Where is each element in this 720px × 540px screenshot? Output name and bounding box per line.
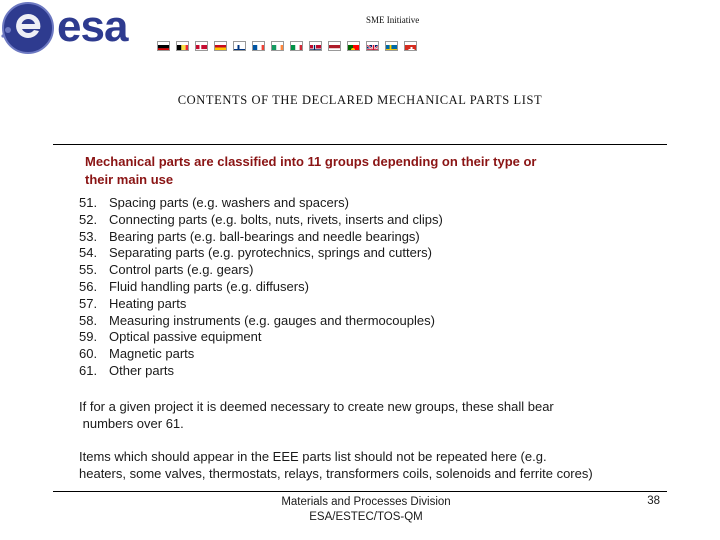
paragraph-line: numbers over 61. — [79, 416, 184, 431]
bottom-divider — [53, 491, 667, 492]
item-number: 57. — [79, 295, 98, 311]
paragraph-line: heaters, some valves, thermostats, relays, transformers coils, solenoids and ferrite cores) — [79, 466, 593, 481]
item-number: 60. — [79, 346, 98, 362]
paragraph-line: If for a given project it is deemed necessary to create new groups, these shall bear — [79, 399, 554, 414]
footer-department: ESA/ESTEC/TOS-QM — [309, 511, 423, 523]
flag-netherlands — [328, 41, 341, 51]
new-groups-paragraph — [79, 398, 679, 432]
item-number: 59. — [79, 329, 98, 345]
list-item — [79, 346, 443, 363]
item-text: Fluid handling parts (e.g. diffusers) — [109, 278, 309, 294]
item-text: Separating parts (e.g. pyrotechnics, springs and cutters) — [109, 245, 432, 261]
item-text: Bearing parts (e.g. ball-bearings and needle bearings) — [109, 228, 420, 244]
item-text: Heating parts — [109, 295, 187, 311]
list-item — [79, 296, 443, 313]
page-number: 38 — [647, 495, 660, 507]
item-number: 61. — [79, 362, 98, 378]
list-item — [79, 212, 443, 229]
footer-division: Materials and Processes Division — [281, 496, 451, 508]
slide-title: CONTENTS OF THE DECLARED MECHANICAL PARTS LIST — [177, 93, 543, 107]
intro-line-2: their main use — [85, 172, 174, 187]
flag-france — [252, 41, 265, 51]
list-item — [79, 229, 443, 246]
flag-switzerland — [404, 41, 417, 51]
list-item — [79, 363, 443, 380]
logo-wordmark: esa — [57, 2, 128, 51]
item-text: Control parts (e.g. gears) — [109, 262, 254, 278]
item-text: Connecting parts (e.g. bolts, nuts, rivets, inserts and clips) — [109, 211, 443, 227]
flag-sweden — [385, 41, 398, 51]
item-text: Spacing parts (e.g. washers and spacers) — [109, 195, 349, 210]
flag-norway — [309, 41, 322, 51]
item-text: Optical passive equipment — [109, 329, 262, 345]
flag-finland — [233, 41, 246, 51]
item-text: Other parts — [109, 362, 175, 378]
esa-logo-mark — [0, 0, 60, 56]
footer — [246, 495, 486, 525]
flag-belgium — [176, 41, 189, 51]
flag-spain — [214, 41, 227, 51]
item-number: 58. — [79, 312, 98, 328]
intro-text — [85, 153, 605, 189]
flag-germany — [157, 41, 170, 51]
esa-logo — [0, 0, 160, 56]
flag-denmark — [195, 41, 208, 51]
list-item — [79, 279, 443, 296]
paragraph-line: Items which should appear in the EEE parts list should not be repeated here (e.g. — [79, 449, 547, 464]
item-number: 54. — [79, 245, 98, 261]
item-text: Measuring instruments (e.g. gauges and thermocouples) — [109, 312, 435, 328]
item-number: 56. — [79, 278, 98, 294]
intro-line-1: Mechanical parts are classified into 11 groups depending on their type or — [85, 154, 537, 169]
item-number: 55. — [79, 262, 98, 278]
list-item — [79, 262, 443, 279]
flag-united-kingdom — [366, 41, 379, 51]
top-divider — [53, 144, 667, 145]
item-text: Magnetic parts — [109, 346, 195, 362]
parts-list — [79, 195, 443, 380]
member-state-flags — [157, 41, 447, 53]
list-item — [79, 329, 443, 346]
flag-italy — [290, 41, 303, 51]
item-number: 51. — [79, 195, 98, 210]
item-number: 53. — [79, 228, 98, 244]
item-number: 52. — [79, 211, 98, 227]
eee-parts-paragraph — [79, 448, 679, 482]
flag-portugal — [347, 41, 360, 51]
list-item — [79, 195, 443, 212]
list-item — [79, 245, 443, 262]
list-item — [79, 313, 443, 330]
initiative-label: SME Initiative — [366, 15, 420, 25]
flag-ireland — [271, 41, 284, 51]
